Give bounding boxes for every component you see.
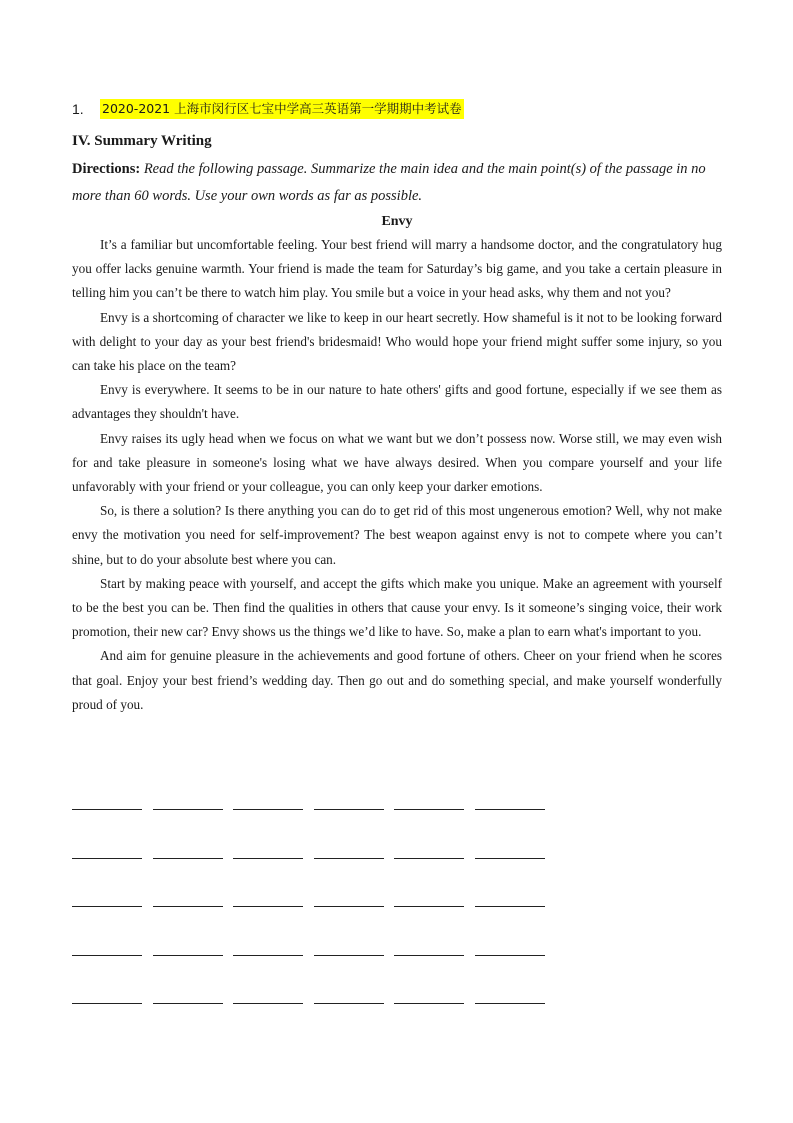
directions: [72, 156, 722, 210]
answer-blank[interactable]: [394, 839, 464, 859]
answer-row: [72, 790, 555, 839]
answer-blank[interactable]: [153, 984, 223, 1004]
answer-blank[interactable]: [394, 984, 464, 1004]
answer-blanks: [72, 790, 555, 1033]
answer-blank[interactable]: [72, 839, 142, 859]
exam-source-highlight: 2020-2021 上海市闵行区七宝中学高三英语第一学期期中考试卷: [100, 99, 464, 119]
question-number: 1.: [72, 101, 84, 117]
answer-blank[interactable]: [394, 887, 464, 907]
passage-paragraph-6: Start by making peace with yourself, and accept the gifts which make you unique. Make an agreement with yourself to be the best you can be. Then find the qualities in others that cause your envy. Is it someone’s singing voice, their work promotion, their new car? Envy shows us the things we’d like to have. So, make a plan to earn what's important to you.: [72, 575, 722, 640]
answer-blank[interactable]: [475, 984, 545, 1004]
answer-blank[interactable]: [314, 936, 384, 956]
answer-blank[interactable]: [394, 790, 464, 810]
answer-row: [72, 887, 555, 936]
answer-blank[interactable]: [314, 887, 384, 907]
answer-blank[interactable]: [72, 887, 142, 907]
answer-blank[interactable]: [314, 790, 384, 810]
directions-text: Read the following passage. Summarize the main idea and the main point(s) of the passage in no more than 60 words. Use your own words as far as possible.: [72, 161, 706, 204]
answer-blank[interactable]: [153, 887, 223, 907]
passage-title: Envy: [381, 214, 413, 229]
answer-blank[interactable]: [153, 790, 223, 810]
answer-blank[interactable]: [475, 790, 545, 810]
answer-blank[interactable]: [314, 839, 384, 859]
document-page: [72, 96, 722, 717]
passage-paragraph-7: And aim for genuine pleasure in the achievements and good fortune of others. Cheer on your friend when he scores that goal. Enjoy your best friend’s wedding day. Then go out and do something special, and make yourself wonderfully proud of you.: [72, 648, 722, 712]
answer-blank[interactable]: [233, 936, 303, 956]
answer-blank[interactable]: [233, 839, 303, 859]
answer-blank[interactable]: [72, 984, 142, 1004]
section-title: IV. Summary Writing: [72, 133, 212, 149]
answer-blank[interactable]: [475, 887, 545, 907]
directions-label: Directions:: [72, 161, 141, 177]
answer-blank[interactable]: [475, 936, 545, 956]
answer-row: [72, 839, 555, 888]
answer-row: [72, 984, 555, 1033]
answer-blank[interactable]: [475, 839, 545, 859]
question-header: [72, 96, 722, 122]
passage-paragraph-4: Envy raises its ugly head when we focus on what we want but we don’t possess now. Worse still, we may even wish for and take pleasure in someone's losing what we have always desired. When you compare yourself and your life unfavorably with your friend or your colleague, you can only keep your darker emotions.: [72, 430, 722, 495]
passage-paragraph-5: So, is there a solution? Is there anything you can do to get rid of this most ungenerous emotion? Well, why not make envy the motivation you need for self-improvement? The best weapon against envy is not to compete where you can’t shine, but to do your absolute best where you can.: [72, 503, 722, 567]
answer-blank[interactable]: [153, 936, 223, 956]
passage-paragraph-3: Envy is everywhere. It seems to be in our nature to hate others' gifts and good fortune, especially if we see them as advantages they shouldn't have.: [72, 382, 722, 422]
passage-paragraph-1: It’s a familiar but uncomfortable feeling. Your best friend will marry a handsome doctor, and the congratulatory hug you offer lacks genuine warmth. Your friend is made the team for Saturday’s big game, and you take a certain pleasure in telling him you can’t be there to watch him play. You smile but a voice in your head asks, why them and not you?: [72, 237, 722, 301]
answer-blank[interactable]: [394, 936, 464, 956]
answer-blank[interactable]: [233, 984, 303, 1004]
answer-blank[interactable]: [72, 790, 142, 810]
answer-blank[interactable]: [314, 984, 384, 1004]
answer-blank[interactable]: [233, 790, 303, 810]
answer-row: [72, 936, 555, 985]
passage-paragraph-2: Envy is a shortcoming of character we like to keep in our heart secretly. How shameful is it not to be looking forward with delight to your day as your best friend's bridesmaid! Who would hope your friend might suffer some injury, so you can take his place on the team?: [72, 309, 722, 374]
answer-blank[interactable]: [72, 936, 142, 956]
answer-blank[interactable]: [153, 839, 223, 859]
answer-blank[interactable]: [233, 887, 303, 907]
